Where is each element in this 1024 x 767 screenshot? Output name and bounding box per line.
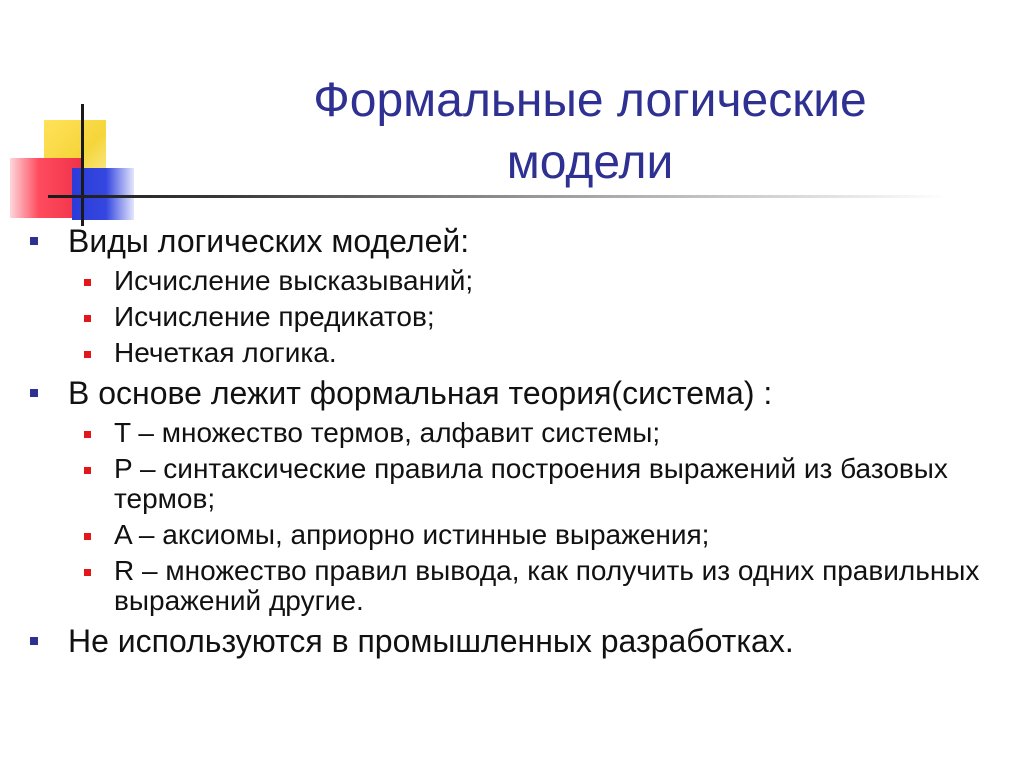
sub-bullet-item [28,338,1008,368]
bullet-item-formal-theory [28,374,1008,412]
sub-bullet-item [28,302,1008,332]
square-bullet-icon [30,637,38,645]
square-bullet-icon [30,389,38,397]
sub-bullet-text: Исчисление предикатов; [114,301,435,332]
red-square-bullet-icon [84,533,91,540]
bullet-text: В основе лежит формальная теория(система) : [68,375,773,411]
slide-title-line-1: Формальные логические [313,74,867,128]
square-bullet-icon [30,237,38,245]
sub-bullet-text: A – аксиомы, априорно истинные выражения; [114,519,710,550]
sub-bullet-text: Нечеткая логика. [114,337,337,368]
vertical-divider-line [81,104,84,226]
decorative-squares-logo [0,100,160,230]
sub-bullet-item [28,418,1008,448]
red-square-bullet-icon [84,315,91,322]
sub-bullet-text: P – синтаксические правила построения выражений из базовых термов; [114,453,948,514]
sub-bullet-item [28,556,1008,616]
red-square-bullet-icon [84,279,91,286]
sub-bullet-text: R – множество правил вывода, как получить из одних правильных выражений другие. [114,555,980,616]
bullet-list [28,222,1008,666]
bullet-text: Не используются в промышленных разработках. [68,623,794,659]
bullet-item-industrial-use [28,622,1008,660]
sub-bullet-item [28,266,1008,296]
title-underline-divider [48,195,948,198]
slide-title [160,70,1020,194]
sub-bullet-text: T – множество термов, алфавит системы; [114,417,661,448]
sub-bullet-item [28,520,1008,550]
sub-bullet-item [28,454,1008,514]
bullet-text: Виды логических моделей: [68,223,470,259]
red-square-bullet-icon [84,431,91,438]
slide-title-line-2: модели [506,136,674,190]
sub-bullet-text: Исчисление высказываний; [114,265,474,296]
red-square-bullet-icon [84,569,91,576]
red-square-bullet-icon [84,467,91,474]
sub-list-model-types [28,266,1008,368]
bullet-item-model-types [28,222,1008,260]
red-square-bullet-icon [84,351,91,358]
sub-list-formal-theory [28,418,1008,616]
